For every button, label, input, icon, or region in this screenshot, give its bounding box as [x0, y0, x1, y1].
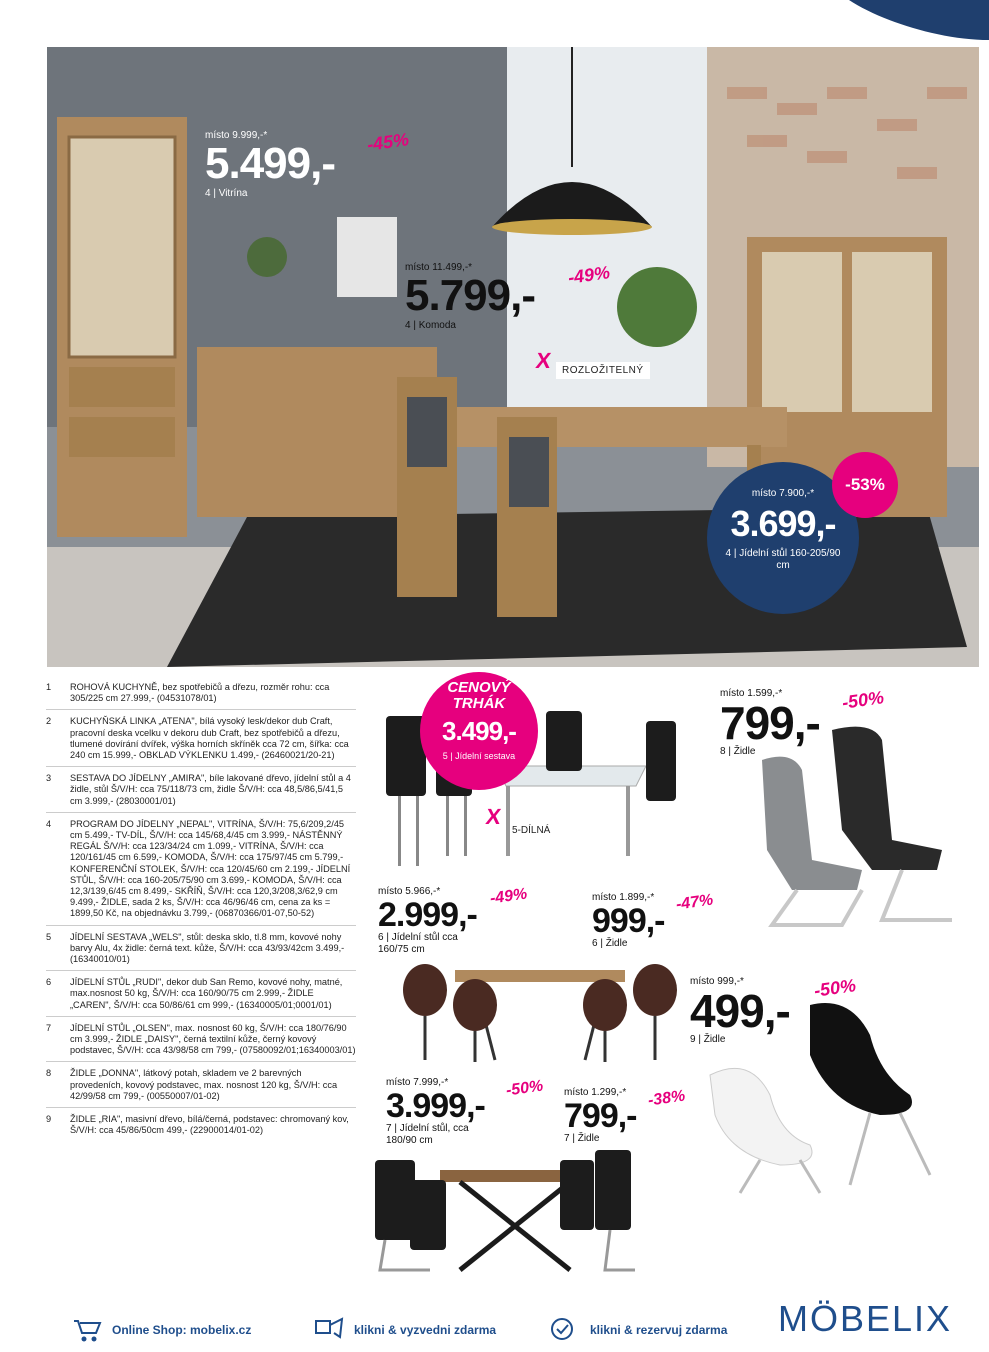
list-item-text: ŽIDLE „RIA", masivní dřevo, bílá/černá, podstavec: chromovaný kov, Š/V/H: cca 45/86/50cm 499,- (22900014/01-02): [70, 1114, 349, 1136]
trhak-title-2: TRHÁK: [452, 695, 506, 712]
p6a-label: 6 | Jídelní stůl cca 160/75 cm: [378, 932, 458, 955]
cenovy-trhak-badge: [420, 672, 538, 790]
list-item-text: JÍDELNÍ STŮL „RUDI", dekor dub San Remo, kovové nohy, matné, max.nosnost 50 kg, Š/V/H: cca 160/90/75 cm 2.999,- ŽIDLE „CAREN", Š/V/H: cca 50/86/61 cm 999,- (16340005/01;0001/01): [70, 977, 343, 1010]
pickup-label: klikni & vyzvedni zdarma: [354, 1323, 497, 1337]
komoda-price: 5.799,-: [405, 271, 535, 320]
click-pickup-icon: [312, 1315, 346, 1345]
rudi-dining-set-image: [385, 950, 685, 1065]
p6a-was-price: místo 5.966,-*: [378, 886, 441, 897]
online-shop-link[interactable]: [70, 1315, 251, 1345]
p6a-price-block: [378, 886, 488, 956]
komoda-label: 4 | Komoda: [405, 320, 456, 331]
list-item: [46, 710, 356, 767]
list-item-text: JÍDELNÍ SESTAVA „WELS", stůl: deska sklo, tl.8 mm, kovové nohy barvy Alu, 4x židle: černá text. kůže, Š/V/H: cca 43/93/42cm 3.499,- (16340010/01): [70, 931, 345, 965]
vitrina-price: 5.499,-: [205, 139, 335, 188]
stul-price: 3.699,-: [730, 503, 836, 544]
komoda-discount: -49%: [566, 262, 612, 288]
list-item-number: 1: [46, 682, 52, 692]
list-item-text: ROHOVÁ KUCHYNĚ, bez spotřebičů a dřezu, rozměr rohu: cca 305/225 cm 27.999,- (04531078/01): [70, 682, 330, 704]
p6b-price-block: [592, 892, 665, 950]
p7b-price: 799,-: [564, 1097, 637, 1135]
list-item-number: 9: [46, 1114, 52, 1125]
x-mark-icon: X: [484, 804, 503, 829]
list-item: [46, 676, 356, 710]
reserve-label: klikni & rezervuj zdarma: [590, 1323, 728, 1337]
petdilna-tag: 5-DÍLNÁ: [512, 825, 551, 836]
trhak-title-1: CENOVÝ: [447, 679, 511, 696]
p8-price-block: [720, 688, 820, 758]
p9-price: 499,-: [690, 985, 790, 1037]
reserve-link[interactable]: [548, 1315, 727, 1345]
click-reserve-icon: [548, 1315, 582, 1345]
trhak-label: 5 | Jídelní sestava: [442, 751, 516, 761]
list-item-text: JÍDELNÍ STŮL „OLSEN", max. nosnost 60 kg, Š/V/H: cca 180/76/90 cm 3.999,- ŽIDLE „DAISY", černá textilní kůže, černý kovový podstavec, Š/V/H: cca 43/98/58 cm 799,- (07580092/01;16340003/01): [70, 1022, 356, 1056]
list-item: [46, 1108, 356, 1141]
product-list: [46, 676, 356, 1142]
rozlozitelny-tag: ROZLOŽITELNÝ: [556, 362, 650, 379]
p7b-discount: -38%: [646, 1087, 687, 1110]
p8-was-price: místo 1.599,-*: [720, 688, 783, 699]
list-item-number: 6: [46, 977, 52, 988]
shop-prefix: Online Shop:: [112, 1323, 190, 1337]
stul-discount-badge: -53%: [832, 452, 898, 518]
p8-label: 8 | Židle: [720, 746, 756, 757]
list-item-number: 8: [46, 1068, 52, 1079]
list-item-text: SESTAVA DO JÍDELNY „AMIRA", bíle lakované dřevo, jídelní stůl a 4 židle, stůl Š/V/H: cca 75/118/73 cm, židle Š/V/H: cca 48,5/86,5/41,5 cm 3.999,- (28030001/01): [70, 773, 351, 806]
p6b-discount: -47%: [674, 891, 715, 914]
pickup-link[interactable]: [312, 1315, 496, 1345]
vitrina-label: 4 | Vitrína: [205, 188, 248, 199]
list-item: [46, 813, 356, 926]
p8-price: 799,-: [720, 697, 820, 749]
p7a-price: 3.999,-: [386, 1087, 485, 1125]
list-item-number: 4: [46, 818, 52, 829]
shop-url[interactable]: mobelix.cz: [190, 1323, 252, 1337]
corner-decoration: [809, 0, 989, 40]
p6b-price: 999,-: [592, 902, 665, 940]
list-item: [46, 767, 356, 813]
p9-discount: -50%: [812, 975, 858, 1001]
list-item-number: 5: [46, 931, 52, 942]
p7b-was-price: místo 1.299,-*: [564, 1087, 627, 1098]
p6a-discount: -49%: [488, 885, 529, 908]
list-item-text: KUCHYŇSKÁ LINKA „ATENA", bílá vysoký lesk/dekor dub Craft, pracovní deska vcelku v dekoru dub Craft, bez spotřebičů a dřezu, tlumené dovírání dvířek, výška horních skříněk cca 72 cm, šířka: cca 240 cm 15.999,- OBKLAD VÝKLENKU 1.499,- (26460021/20-21): [70, 716, 349, 761]
p7a-discount: -50%: [504, 1077, 545, 1100]
p7b-label: 7 | Židle: [564, 1133, 600, 1144]
p8-discount: -50%: [840, 687, 886, 713]
p6a-price: 2.999,-: [378, 896, 477, 934]
ria-chairs-image: [700, 995, 950, 1195]
p6b-was-price: místo 1.899,-*: [592, 892, 655, 903]
list-item: [46, 971, 356, 1017]
x-mark-icon: X: [534, 348, 553, 373]
list-item-number: 7: [46, 1022, 52, 1033]
stul-label: 4 | Jídelní stůl 160-205/90 cm: [725, 548, 841, 571]
list-item-number: 2: [46, 716, 52, 727]
list-item: [46, 1017, 356, 1063]
list-item-number: 3: [46, 773, 52, 784]
mobelix-logo[interactable]: MÖBELIX: [778, 1298, 953, 1339]
p7a-label: 7 | Jídelní stůl, cca 180/90 cm: [386, 1123, 469, 1146]
vitrina-price-block: [205, 130, 335, 200]
cart-hand-icon: [70, 1315, 104, 1345]
komoda-was-price: místo 11.499,-*: [405, 262, 473, 273]
olsen-dining-set-image: [370, 1140, 640, 1280]
p6b-label: 6 | Židle: [592, 938, 628, 949]
komoda-price-block: [405, 262, 535, 332]
p7a-price-block: [386, 1077, 496, 1147]
vitrina-was-price: místo 9.999,-*: [205, 130, 268, 141]
p9-was-price: místo 999,-*: [690, 976, 744, 987]
list-item: [46, 926, 356, 972]
stul-was-price: místo 7.900,-*: [751, 488, 815, 499]
p7a-was-price: místo 7.999,-*: [386, 1077, 449, 1088]
trhak-price: 3.499,-: [442, 716, 516, 746]
vitrina-discount: -45%: [365, 129, 411, 155]
p7b-price-block: [564, 1087, 637, 1145]
list-item-text: PROGRAM DO JÍDELNY „NEPAL", VITRÍNA, Š/V/H: 75,6/209,2/45 cm 5.499,- TV-DÍL, Š/V/H: cca 145/68,4/45 cm 3.999,- NÁSTĚNNÝ REGÁL Š/V/H: cca 123/34/24 cm 1.099,- VITRÍNA, Š/V/H: cca 120/161/45 cm 6.599,- KOMODA, Š/V/H: cca 175/97/45 cm 5.799,- KONFERENČNÍ STOLEK, Š/V/H: cca 120/45/60 cm 2.199,- JÍDELNÍ STŮL, Š/V/H: cca 160-205/75/90 cm 3.699,- KOMODA, Š/V/H: cca 12,3/139,6/45 cm 8.499,- SKŘÍŇ, Š/V/H: cca 120,3/208,3/62,9 cm 9.499,- ŽIDLE, sada 2 ks, Š/V/H: cca 46/96/46 cm, cena za ks = 1899,50 Kč, na objednávku 3.799,- (06870366/01-07,50-52): [70, 818, 351, 919]
list-item-text: ŽIDLE „DONNA", látkový potah, skladem ve 2 barevných provedeních, kovový podstavec, max. nosnost 120 kg, Š/V/H: cca 42/99/58 cm 799,- (00550007/01-02): [70, 1068, 338, 1101]
list-item: [46, 1062, 356, 1108]
p9-label: 9 | Židle: [690, 1034, 726, 1045]
